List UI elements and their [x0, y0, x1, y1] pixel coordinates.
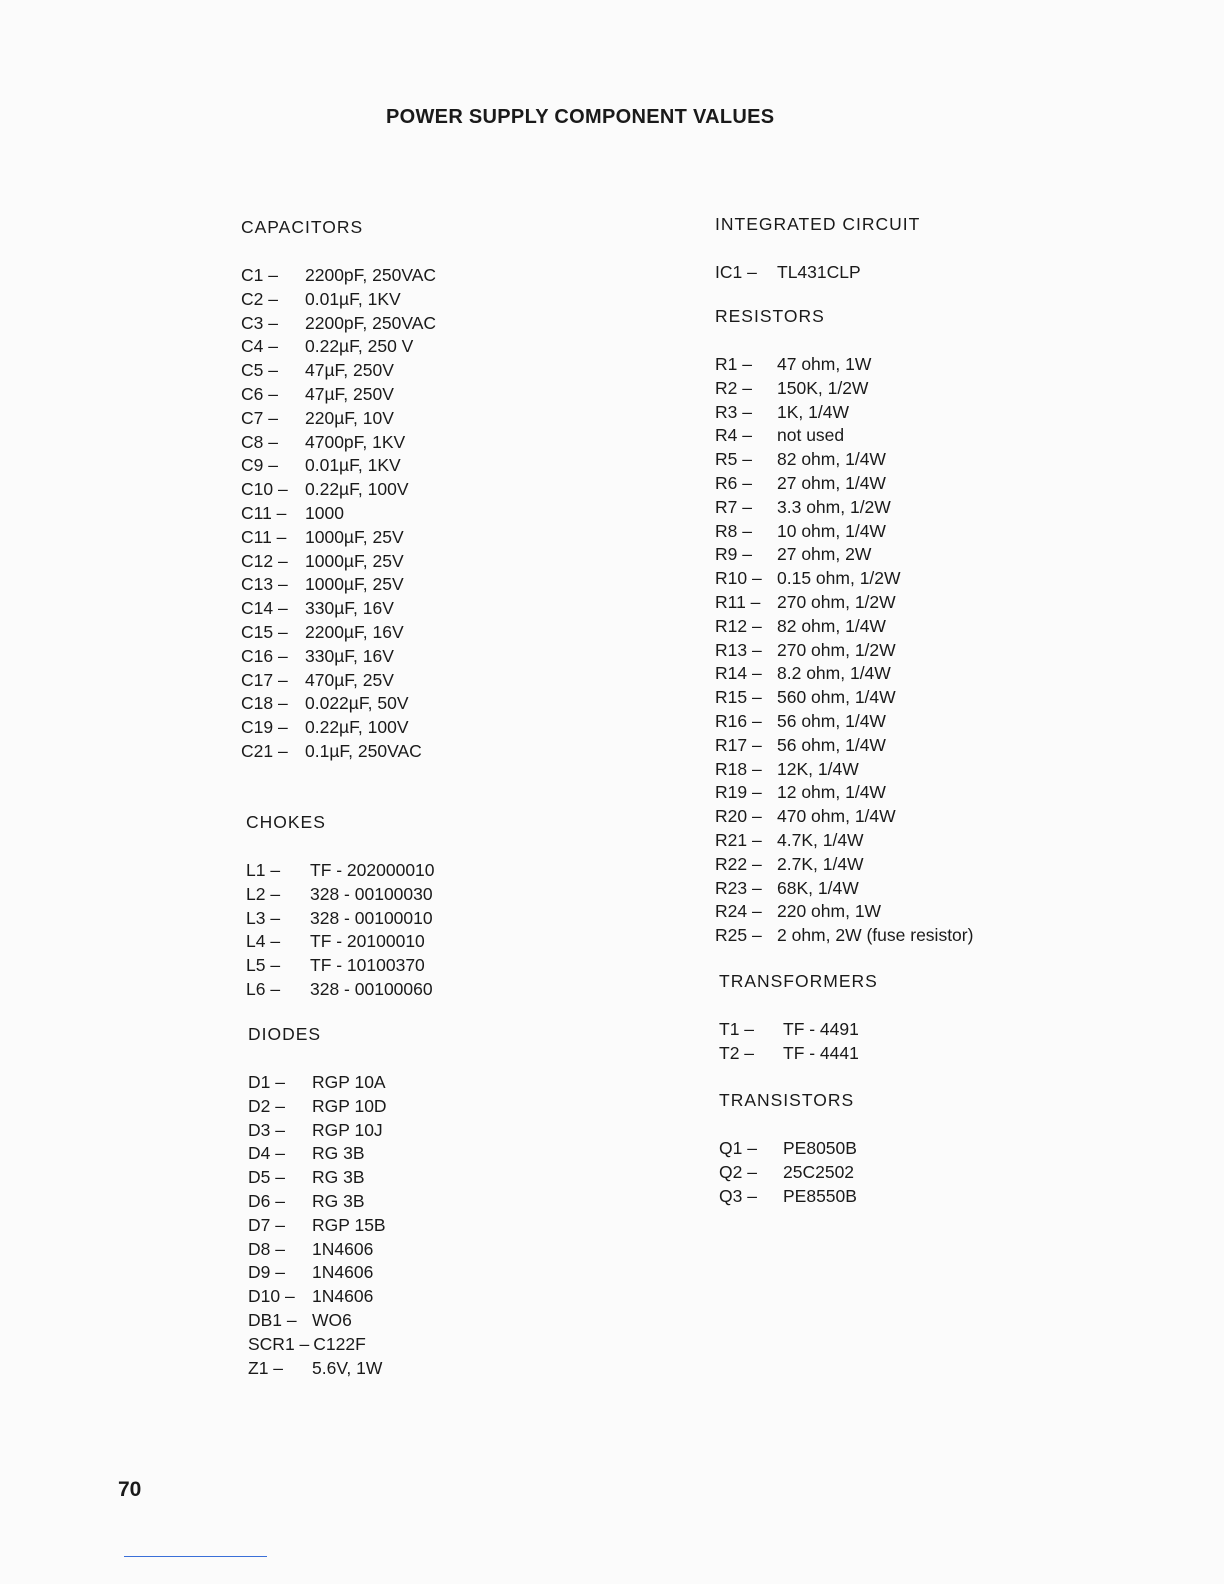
capacitors-item [241, 669, 436, 693]
component-value: 328 - 00100010 [310, 907, 433, 928]
component-value: RGP 15B [312, 1214, 386, 1235]
chokes-item [246, 930, 435, 954]
chokes-section [246, 811, 435, 1002]
capacitors-item [241, 526, 436, 550]
component-ref: R16 – [715, 710, 762, 731]
component-value: 150K, 1/2W [777, 377, 869, 398]
component-ref: Q3 – [719, 1185, 757, 1206]
component-ref: R7 – [715, 496, 752, 517]
component-value: 56 ohm, 1/4W [777, 710, 886, 731]
component-value: 220µF, 10V [305, 407, 394, 428]
component-ref: D4 – [248, 1143, 285, 1164]
component-ref: R15 – [715, 687, 762, 708]
component-value: RGP 10J [312, 1119, 383, 1140]
transistors-heading: TRANSISTORS [719, 1090, 855, 1110]
component-ref: L3 – [246, 907, 281, 928]
transformers-item [719, 1042, 878, 1066]
chokes-item [246, 907, 435, 931]
component-ref: IC1 – [715, 262, 757, 282]
component-ref: R21 – [715, 829, 762, 850]
component-value: 2200pF, 250VAC [305, 312, 437, 333]
resistors-item [715, 496, 973, 520]
component-value: TF - 10100370 [310, 955, 425, 976]
component-ref: R19 – [715, 782, 762, 803]
component-value: PE8050B [783, 1138, 857, 1158]
component-value: 0.15 ohm, 1/2W [777, 568, 901, 589]
component-ref: D3 – [248, 1119, 285, 1140]
component-value: 470 ohm, 1/4W [777, 806, 896, 827]
component-value: 10 ohm, 1/4W [777, 520, 886, 541]
component-value: 0.1µF, 250VAC [305, 740, 422, 761]
component-ref: L5 – [246, 955, 281, 976]
diodes-heading: DIODES [248, 1024, 322, 1044]
component-ref: T1 – [719, 1019, 755, 1039]
transistors-item [719, 1137, 857, 1161]
page-number: 70 [118, 1478, 142, 1501]
component-ref: D2 – [248, 1095, 285, 1116]
component-value: 220 ohm, 1W [777, 901, 882, 922]
resistors-item [715, 377, 973, 401]
capacitors-item [241, 740, 436, 764]
component-ref: R22 – [715, 853, 762, 874]
component-value: 270 ohm, 1/2W [777, 639, 896, 660]
component-value: 1000 [305, 502, 344, 523]
component-value: 330µF, 16V [305, 598, 394, 619]
component-ref: C15 – [241, 621, 288, 642]
resistors-item [715, 472, 973, 496]
resistors-item [715, 520, 973, 544]
component-value: RGP 10A [312, 1072, 386, 1092]
component-ref: R6 – [715, 472, 752, 493]
diodes-item [248, 1285, 387, 1309]
component-value: 330µF, 16V [305, 645, 394, 666]
capacitors-item [241, 692, 436, 716]
transformers-heading: TRANSFORMERS [719, 971, 878, 991]
component-ref: L1 – [246, 860, 281, 880]
component-ref: C14 – [241, 598, 288, 619]
component-value: 8.2 ohm, 1/4W [777, 663, 891, 684]
transformers-item [719, 1018, 878, 1042]
component-ref: R11 – [715, 591, 761, 612]
component-value: 2200µF, 16V [305, 621, 404, 642]
component-ref: C1 – [241, 265, 278, 285]
component-value: 3.3 ohm, 1/2W [777, 496, 891, 517]
diodes-item [248, 1261, 387, 1285]
resistors-item [715, 900, 973, 924]
resistors-item [715, 639, 973, 663]
component-ref: R18 – [715, 758, 762, 779]
component-ref: R4 – [715, 425, 752, 446]
component-ref: D8 – [248, 1238, 285, 1259]
component-ref: R8 – [715, 520, 752, 541]
integrated-circuit-item [715, 261, 920, 285]
component-ref: R1 – [715, 354, 752, 374]
component-ref: C12 – [241, 550, 288, 571]
page-title: POWER SUPPLY COMPONENT VALUES [386, 106, 775, 128]
component-ref: SCR1 – [248, 1333, 310, 1354]
component-ref: D7 – [248, 1214, 285, 1235]
component-ref: D1 – [248, 1072, 285, 1092]
capacitors-item [241, 573, 436, 597]
component-value: 328 - 00100060 [310, 978, 433, 999]
component-ref: D10 – [248, 1286, 295, 1307]
component-ref: R3 – [715, 401, 752, 422]
component-value: TL431CLP [777, 262, 861, 282]
component-value: 0.01µF, 1KV [305, 455, 401, 476]
component-ref: C16 – [241, 645, 288, 666]
component-ref: DB1 – [248, 1309, 297, 1330]
component-ref: R14 – [715, 663, 762, 684]
component-value: RG 3B [312, 1167, 365, 1188]
capacitors-item [241, 264, 436, 288]
component-value: 4700pF, 1KV [305, 431, 406, 452]
capacitors-item [241, 645, 436, 669]
component-value: 0.22µF, 100V [305, 717, 409, 738]
resistors-item [715, 401, 973, 425]
resistors-item [715, 805, 973, 829]
component-ref: R20 – [715, 806, 762, 827]
component-value: RG 3B [312, 1143, 365, 1164]
component-value: 2 ohm, 2W (fuse resistor) [777, 925, 974, 946]
transistors-section [719, 1089, 857, 1208]
resistors-item [715, 829, 973, 853]
component-value: 82 ohm, 1/4W [777, 449, 886, 470]
component-value: PE8550B [783, 1185, 857, 1206]
component-value: 27 ohm, 2W [777, 544, 872, 565]
component-ref: R10 – [715, 568, 762, 589]
chokes-item [246, 954, 435, 978]
component-value: 560 ohm, 1/4W [777, 687, 896, 708]
resistors-item [715, 567, 973, 591]
diodes-item [248, 1142, 387, 1166]
capacitors-item [241, 550, 436, 574]
component-ref: T2 – [719, 1042, 755, 1063]
resistors-section [715, 305, 973, 948]
resistors-item [715, 543, 973, 567]
component-ref: C21 – [241, 740, 288, 761]
component-ref: L2 – [246, 883, 281, 904]
capacitors-item [241, 383, 436, 407]
diodes-item [248, 1095, 387, 1119]
component-value: 12K, 1/4W [777, 758, 859, 779]
component-value: 1N4606 [312, 1238, 374, 1259]
component-value: 1N4606 [312, 1262, 374, 1283]
component-value: 1K, 1/4W [777, 401, 849, 422]
component-value: not used [777, 425, 845, 446]
component-value: 25C2502 [783, 1161, 855, 1182]
component-value: 0.01µF, 1KV [305, 288, 401, 309]
resistors-item [715, 734, 973, 758]
component-ref: R25 – [715, 925, 762, 946]
capacitors-item [241, 621, 436, 645]
component-ref: C4 – [241, 336, 278, 357]
component-value: 0.22µF, 100V [305, 479, 409, 500]
component-value: 4.7K, 1/4W [777, 829, 864, 850]
diodes-item [248, 1190, 387, 1214]
component-ref: R9 – [715, 544, 752, 565]
component-value: 56 ohm, 1/4W [777, 734, 886, 755]
component-value: 47µF, 250V [305, 360, 394, 381]
component-ref: Z1 – [248, 1357, 284, 1378]
component-ref: D6 – [248, 1190, 285, 1211]
component-value: 27 ohm, 1/4W [777, 472, 886, 493]
component-ref: C13 – [241, 574, 288, 595]
transformers-section [719, 970, 878, 1066]
diodes-item [248, 1357, 387, 1381]
diodes-section [248, 1023, 387, 1380]
component-ref: D9 – [248, 1262, 285, 1283]
capacitors-heading: CAPACITORS [241, 217, 364, 237]
resistors-item [715, 591, 973, 615]
component-value: 68K, 1/4W [777, 877, 859, 898]
resistors-item [715, 353, 973, 377]
component-value: C122F [313, 1333, 366, 1354]
capacitors-item [241, 502, 436, 526]
component-ref: C7 – [241, 407, 278, 428]
transistors-item [719, 1161, 857, 1185]
component-ref: C18 – [241, 693, 288, 714]
component-ref: C11 – [241, 502, 287, 523]
component-value: WO6 [312, 1309, 352, 1330]
component-ref: C17 – [241, 669, 288, 690]
component-ref: C3 – [241, 312, 278, 333]
component-value: TF - 4441 [783, 1042, 859, 1063]
component-value: TF - 20100010 [310, 931, 425, 952]
component-value: TF - 4491 [783, 1019, 859, 1039]
component-value: 470µF, 25V [305, 669, 394, 690]
resistors-item [715, 710, 973, 734]
capacitors-item [241, 431, 436, 455]
component-ref: R23 – [715, 877, 762, 898]
diodes-item [248, 1333, 387, 1357]
component-ref: Q2 – [719, 1161, 757, 1182]
diodes-item [248, 1238, 387, 1262]
capacitors-item [241, 359, 436, 383]
resistors-item [715, 877, 973, 901]
component-ref: C6 – [241, 383, 278, 404]
component-value: 47µF, 250V [305, 383, 394, 404]
component-value: 12 ohm, 1/4W [777, 782, 886, 803]
capacitors-item [241, 478, 436, 502]
component-value: 1000µF, 25V [305, 526, 404, 547]
component-ref: C10 – [241, 479, 288, 500]
capacitors-item [241, 312, 436, 336]
resistors-item [715, 662, 973, 686]
resistors-item [715, 686, 973, 710]
component-ref: R5 – [715, 449, 752, 470]
component-ref: Q1 – [719, 1138, 757, 1158]
resistors-item [715, 448, 973, 472]
capacitors-item [241, 454, 436, 478]
component-ref: D5 – [248, 1167, 285, 1188]
chokes-heading: CHOKES [246, 812, 326, 832]
component-value: 47 ohm, 1W [777, 354, 872, 374]
component-value: 2200pF, 250VAC [305, 265, 437, 285]
resistors-item [715, 853, 973, 877]
capacitors-item [241, 288, 436, 312]
integrated-circuit-section [715, 213, 920, 285]
chokes-item [246, 859, 435, 883]
component-value: 328 - 00100030 [310, 883, 433, 904]
component-value: RGP 10D [312, 1095, 387, 1116]
resistors-item [715, 781, 973, 805]
component-ref: R24 – [715, 901, 762, 922]
capacitors-item [241, 597, 436, 621]
component-value: 82 ohm, 1/4W [777, 615, 886, 636]
resistors-item [715, 424, 973, 448]
component-ref: C8 – [241, 431, 278, 452]
component-value: 0.22µF, 250 V [305, 336, 414, 357]
component-ref: R17 – [715, 734, 762, 755]
component-ref: C9 – [241, 455, 278, 476]
component-value: TF - 202000010 [310, 860, 435, 880]
component-ref: R13 – [715, 639, 762, 660]
component-value: 1N4606 [312, 1286, 374, 1307]
component-value: 1000µF, 25V [305, 574, 404, 595]
integrated-circuit-heading: INTEGRATED CIRCUIT [715, 214, 921, 234]
transistors-item [719, 1185, 857, 1209]
component-ref: C19 – [241, 717, 288, 738]
capacitors-item [241, 716, 436, 740]
component-ref: L4 – [246, 931, 281, 952]
component-value: 1000µF, 25V [305, 550, 404, 571]
diodes-item [248, 1166, 387, 1190]
component-ref: C11 – [241, 526, 287, 547]
resistors-item [715, 758, 973, 782]
capacitors-item [241, 407, 436, 431]
component-ref: R12 – [715, 615, 762, 636]
diodes-item [248, 1309, 387, 1333]
component-value: 0.022µF, 50V [305, 693, 409, 714]
capacitors-section [241, 216, 436, 764]
component-ref: C2 – [241, 288, 278, 309]
component-ref: C5 – [241, 360, 278, 381]
resistors-heading: RESISTORS [715, 306, 825, 326]
component-value: 5.6V, 1W [312, 1357, 383, 1378]
component-value: 2.7K, 1/4W [777, 853, 864, 874]
bottom-rule [124, 1556, 267, 1557]
diodes-item [248, 1119, 387, 1143]
resistors-item [715, 615, 973, 639]
chokes-item [246, 978, 435, 1002]
resistors-item [715, 924, 973, 948]
component-ref: L6 – [246, 978, 281, 999]
capacitors-item [241, 335, 436, 359]
diodes-item [248, 1214, 387, 1238]
component-ref: R2 – [715, 377, 752, 398]
component-value: 270 ohm, 1/2W [777, 591, 896, 612]
component-value: RG 3B [312, 1190, 365, 1211]
diodes-item [248, 1071, 387, 1095]
chokes-item [246, 883, 435, 907]
